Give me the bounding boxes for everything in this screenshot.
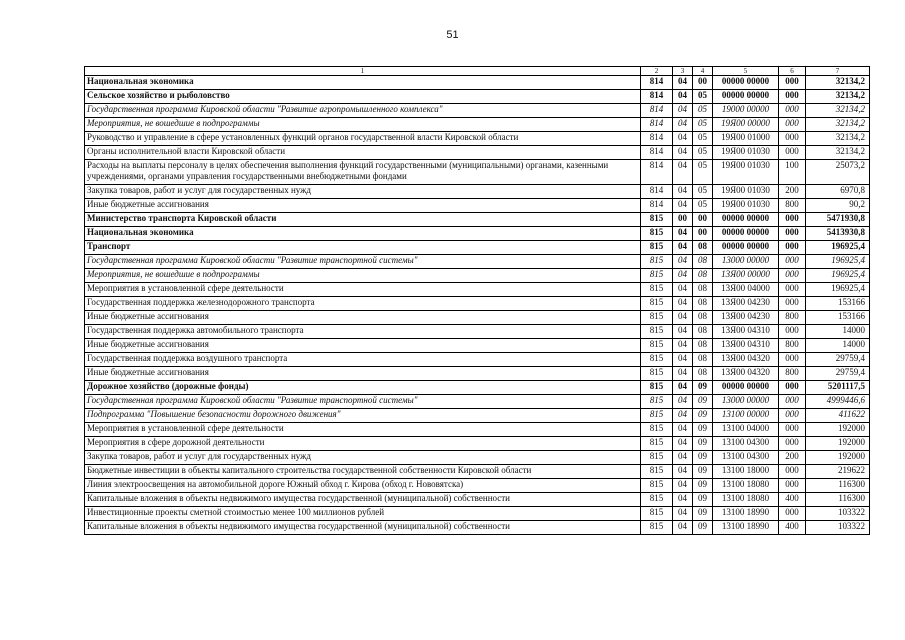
row-name-cell: Государственная программа Кировской области "Развитие транспортной системы" [85, 395, 641, 409]
table-row [85, 465, 870, 479]
row-code-cell: 815 [641, 437, 673, 451]
row-name-cell: Национальная экономика [85, 227, 641, 241]
row-name-cell: Закупка товаров, работ и услуг для государственных нужд [85, 185, 641, 199]
table-row [85, 381, 870, 395]
row-target-article-cell: 00000 00000 [713, 241, 779, 255]
row-name-cell: Мероприятия, не вошедшие в подпрограммы [85, 269, 641, 283]
row-subsection-cell: 05 [693, 199, 713, 213]
row-amount-cell: 32134,2 [806, 76, 870, 90]
row-target-article-cell: 13Я00 04320 [713, 353, 779, 367]
row-code-cell: 815 [641, 395, 673, 409]
budget-table [84, 66, 870, 535]
row-section-cell: 04 [673, 283, 693, 297]
table-row [85, 437, 870, 451]
table-row [85, 132, 870, 146]
row-code-cell: 814 [641, 199, 673, 213]
row-name-cell: Мероприятия, не вошедшие в подпрограммы [85, 118, 641, 132]
page-number: 51 [446, 29, 459, 41]
row-target-article-cell: 00000 00000 [713, 90, 779, 104]
row-code-cell: 815 [641, 381, 673, 395]
row-expense-type-cell: 000 [779, 409, 806, 423]
row-expense-type-cell: 000 [779, 132, 806, 146]
row-section-cell: 04 [673, 381, 693, 395]
row-name-cell: Министерство транспорта Кировской области [85, 213, 641, 227]
row-subsection-cell: 09 [693, 423, 713, 437]
row-amount-cell: 29759,4 [806, 367, 870, 381]
row-expense-type-cell: 000 [779, 507, 806, 521]
row-section-cell: 04 [673, 146, 693, 160]
row-section-cell: 04 [673, 409, 693, 423]
row-target-article-cell: 13000 00000 [713, 255, 779, 269]
row-section-cell: 04 [673, 325, 693, 339]
table-row [85, 311, 870, 325]
row-expense-type-cell: 000 [779, 213, 806, 227]
row-target-article-cell: 19Я00 01030 [713, 185, 779, 199]
row-section-cell: 04 [673, 479, 693, 493]
row-amount-cell: 192000 [806, 451, 870, 465]
row-code-cell: 815 [641, 311, 673, 325]
row-amount-cell: 116300 [806, 479, 870, 493]
row-name-cell: Иные бюджетные ассигнования [85, 339, 641, 353]
row-subsection-cell: 05 [693, 90, 713, 104]
row-name-cell: Иные бюджетные ассигнования [85, 367, 641, 381]
row-target-article-cell: 13100 00000 [713, 409, 779, 423]
row-amount-cell: 5413930,8 [806, 227, 870, 241]
row-expense-type-cell: 000 [779, 104, 806, 118]
row-expense-type-cell: 000 [779, 90, 806, 104]
row-code-cell: 815 [641, 269, 673, 283]
row-code-cell: 815 [641, 353, 673, 367]
row-subsection-cell: 08 [693, 255, 713, 269]
row-target-article-cell: 00000 00000 [713, 213, 779, 227]
row-target-article-cell: 19Я00 01030 [713, 199, 779, 213]
row-subsection-cell: 09 [693, 451, 713, 465]
row-target-article-cell: 13Я00 04230 [713, 311, 779, 325]
row-target-article-cell: 13100 04300 [713, 451, 779, 465]
row-section-cell: 04 [673, 465, 693, 479]
table-row [85, 160, 870, 185]
row-name-cell: Бюджетные инвестиции в объекты капитального строительства государственной собственности Кировской области [85, 465, 641, 479]
row-name-cell: Государственная программа Кировской области "Развитие транспортной системы" [85, 255, 641, 269]
row-code-cell: 814 [641, 104, 673, 118]
row-subsection-cell: 05 [693, 132, 713, 146]
row-amount-cell: 196925,4 [806, 255, 870, 269]
row-code-cell: 814 [641, 76, 673, 90]
row-amount-cell: 103322 [806, 521, 870, 535]
row-subsection-cell: 08 [693, 367, 713, 381]
row-subsection-cell: 05 [693, 118, 713, 132]
row-section-cell: 04 [673, 395, 693, 409]
row-subsection-cell: 00 [693, 76, 713, 90]
row-subsection-cell: 00 [693, 227, 713, 241]
row-name-cell: Сельское хозяйство и рыболовство [85, 90, 641, 104]
row-amount-cell: 14000 [806, 339, 870, 353]
row-amount-cell: 6970,8 [806, 185, 870, 199]
row-name-cell: Государственная программа Кировской области "Развитие агропромышленного комплекса" [85, 104, 641, 118]
row-section-cell: 04 [673, 118, 693, 132]
row-subsection-cell: 08 [693, 339, 713, 353]
row-expense-type-cell: 200 [779, 185, 806, 199]
row-expense-type-cell: 800 [779, 367, 806, 381]
row-section-cell: 04 [673, 255, 693, 269]
row-amount-cell: 5201117,5 [806, 381, 870, 395]
row-target-article-cell: 13100 18080 [713, 493, 779, 507]
row-name-cell: Государственная поддержка автомобильного транспорта [85, 325, 641, 339]
row-section-cell: 04 [673, 241, 693, 255]
row-expense-type-cell: 000 [779, 465, 806, 479]
row-expense-type-cell: 000 [779, 255, 806, 269]
row-target-article-cell: 13000 00000 [713, 395, 779, 409]
row-code-cell: 815 [641, 283, 673, 297]
row-target-article-cell: 19Я00 01030 [713, 146, 779, 160]
row-target-article-cell: 19Я00 00000 [713, 118, 779, 132]
row-section-cell: 00 [673, 213, 693, 227]
row-subsection-cell: 05 [693, 160, 713, 185]
row-section-cell: 04 [673, 437, 693, 451]
row-target-article-cell: 13100 18000 [713, 465, 779, 479]
table-row [85, 521, 870, 535]
row-code-cell: 815 [641, 325, 673, 339]
row-code-cell: 815 [641, 339, 673, 353]
table-row [85, 213, 870, 227]
row-section-cell: 04 [673, 311, 693, 325]
row-amount-cell: 219622 [806, 465, 870, 479]
table-row [85, 227, 870, 241]
table-row [85, 118, 870, 132]
row-target-article-cell: 13100 04000 [713, 423, 779, 437]
row-name-cell: Иные бюджетные ассигнования [85, 311, 641, 325]
row-subsection-cell: 09 [693, 521, 713, 535]
row-subsection-cell: 09 [693, 507, 713, 521]
row-amount-cell: 14000 [806, 325, 870, 339]
row-expense-type-cell: 000 [779, 118, 806, 132]
row-section-cell: 04 [673, 90, 693, 104]
table-row [85, 493, 870, 507]
row-code-cell: 815 [641, 297, 673, 311]
row-amount-cell: 5471930,8 [806, 213, 870, 227]
row-target-article-cell: 13Я00 00000 [713, 269, 779, 283]
row-code-cell: 815 [641, 367, 673, 381]
row-amount-cell: 32134,2 [806, 104, 870, 118]
row-section-cell: 04 [673, 269, 693, 283]
row-section-cell: 04 [673, 227, 693, 241]
row-code-cell: 815 [641, 493, 673, 507]
row-target-article-cell: 00000 00000 [713, 381, 779, 395]
table-row [85, 339, 870, 353]
row-expense-type-cell: 100 [779, 160, 806, 185]
row-section-cell: 04 [673, 104, 693, 118]
row-section-cell: 04 [673, 160, 693, 185]
row-section-cell: 04 [673, 507, 693, 521]
row-name-cell: Закупка товаров, работ и услуг для государственных нужд [85, 451, 641, 465]
row-target-article-cell: 19Я00 01000 [713, 132, 779, 146]
row-expense-type-cell: 000 [779, 325, 806, 339]
row-expense-type-cell: 200 [779, 451, 806, 465]
table-row [85, 199, 870, 213]
row-amount-cell: 196925,4 [806, 269, 870, 283]
row-expense-type-cell: 000 [779, 297, 806, 311]
row-name-cell: Расходы на выплаты персоналу в целях обеспечения выполнения функций государственными (муниципальными) органами, казенными учреждениями, органами управления государственными внебюджетными фондами [85, 160, 641, 185]
row-expense-type-cell: 000 [779, 227, 806, 241]
table-row [85, 353, 870, 367]
row-code-cell: 815 [641, 423, 673, 437]
table-row [85, 104, 870, 118]
row-section-cell: 04 [673, 76, 693, 90]
table-row [85, 90, 870, 104]
row-section-cell: 04 [673, 451, 693, 465]
row-code-cell: 815 [641, 409, 673, 423]
row-expense-type-cell: 000 [779, 423, 806, 437]
row-code-cell: 815 [641, 241, 673, 255]
row-expense-type-cell: 800 [779, 199, 806, 213]
row-amount-cell: 32134,2 [806, 132, 870, 146]
row-name-cell: Транспорт [85, 241, 641, 255]
table-row [85, 241, 870, 255]
row-name-cell: Капитальные вложения в объекты недвижимого имущества государственной (муниципальной) собственности [85, 493, 641, 507]
column-header: 7 [806, 67, 870, 76]
row-section-cell: 04 [673, 185, 693, 199]
row-subsection-cell: 09 [693, 479, 713, 493]
row-code-cell: 815 [641, 479, 673, 493]
column-header: 5 [713, 67, 779, 76]
column-header: 4 [693, 67, 713, 76]
table-row [85, 367, 870, 381]
row-name-cell: Мероприятия в сфере дорожной деятельности [85, 437, 641, 451]
row-section-cell: 04 [673, 493, 693, 507]
row-target-article-cell: 13100 18990 [713, 521, 779, 535]
budget-table-body [85, 67, 870, 535]
row-amount-cell: 32134,2 [806, 146, 870, 160]
row-amount-cell: 196925,4 [806, 241, 870, 255]
row-name-cell: Дорожное хозяйство (дорожные фонды) [85, 381, 641, 395]
row-name-cell: Инвестиционные проекты сметной стоимостью менее 100 миллионов рублей [85, 507, 641, 521]
row-name-cell: Линия электроосвещения на автомобильной дороге Южный обход г. Кирова (обход г. Нововятска) [85, 479, 641, 493]
row-amount-cell: 103322 [806, 507, 870, 521]
row-code-cell: 815 [641, 255, 673, 269]
row-section-cell: 04 [673, 367, 693, 381]
row-code-cell: 814 [641, 90, 673, 104]
row-subsection-cell: 05 [693, 185, 713, 199]
row-code-cell: 815 [641, 227, 673, 241]
row-subsection-cell: 05 [693, 146, 713, 160]
row-name-cell: Капитальные вложения в объекты недвижимого имущества государственной (муниципальной) собственности [85, 521, 641, 535]
table-row [85, 409, 870, 423]
row-section-cell: 04 [673, 297, 693, 311]
row-expense-type-cell: 000 [779, 283, 806, 297]
table-row [85, 185, 870, 199]
row-subsection-cell: 08 [693, 269, 713, 283]
row-target-article-cell: 13Я00 04000 [713, 283, 779, 297]
row-subsection-cell: 08 [693, 353, 713, 367]
row-target-article-cell: 13100 18990 [713, 507, 779, 521]
row-target-article-cell: 19Я00 01030 [713, 160, 779, 185]
table-row [85, 297, 870, 311]
table-row [85, 269, 870, 283]
row-subsection-cell: 08 [693, 311, 713, 325]
row-target-article-cell: 13Я00 04230 [713, 297, 779, 311]
column-header: 3 [673, 67, 693, 76]
row-subsection-cell: 05 [693, 104, 713, 118]
row-name-cell: Органы исполнительной власти Кировской области [85, 146, 641, 160]
table-row [85, 423, 870, 437]
table-row [85, 325, 870, 339]
row-subsection-cell: 09 [693, 409, 713, 423]
row-code-cell: 814 [641, 132, 673, 146]
column-header: 1 [85, 67, 641, 76]
row-expense-type-cell: 000 [779, 76, 806, 90]
row-section-cell: 04 [673, 199, 693, 213]
row-section-cell: 04 [673, 353, 693, 367]
row-expense-type-cell: 000 [779, 353, 806, 367]
row-target-article-cell: 13Я00 04320 [713, 367, 779, 381]
row-amount-cell: 153166 [806, 297, 870, 311]
row-expense-type-cell: 000 [779, 241, 806, 255]
row-amount-cell: 25073,2 [806, 160, 870, 185]
row-name-cell: Государственная поддержка железнодорожного транспорта [85, 297, 641, 311]
row-target-article-cell: 13Я00 04310 [713, 325, 779, 339]
table-row [85, 479, 870, 493]
row-code-cell: 814 [641, 146, 673, 160]
column-header: 6 [779, 67, 806, 76]
row-code-cell: 815 [641, 451, 673, 465]
row-expense-type-cell: 800 [779, 311, 806, 325]
table-row [85, 283, 870, 297]
row-section-cell: 04 [673, 339, 693, 353]
row-section-cell: 04 [673, 521, 693, 535]
row-name-cell: Мероприятия в установленной сфере деятельности [85, 283, 641, 297]
column-header: 2 [641, 67, 673, 76]
table-row [85, 451, 870, 465]
row-target-article-cell: 19000 00000 [713, 104, 779, 118]
row-name-cell: Иные бюджетные ассигнования [85, 199, 641, 213]
row-subsection-cell: 09 [693, 493, 713, 507]
row-amount-cell: 192000 [806, 423, 870, 437]
row-code-cell: 815 [641, 521, 673, 535]
row-target-article-cell: 00000 00000 [713, 227, 779, 241]
row-expense-type-cell: 000 [779, 269, 806, 283]
row-amount-cell: 29759,4 [806, 353, 870, 367]
row-amount-cell: 196925,4 [806, 283, 870, 297]
table-row [85, 395, 870, 409]
row-name-cell: Национальная экономика [85, 76, 641, 90]
row-code-cell: 814 [641, 185, 673, 199]
row-name-cell: Руководство и управление в сфере установленных функций органов государственной власти Кировской области [85, 132, 641, 146]
row-expense-type-cell: 000 [779, 381, 806, 395]
table-row [85, 507, 870, 521]
table-row [85, 255, 870, 269]
row-name-cell: Подпрограмма "Повышение безопасности дорожного движения" [85, 409, 641, 423]
row-expense-type-cell: 400 [779, 493, 806, 507]
row-subsection-cell: 09 [693, 437, 713, 451]
row-section-cell: 04 [673, 132, 693, 146]
row-amount-cell: 192000 [806, 437, 870, 451]
row-target-article-cell: 13100 04300 [713, 437, 779, 451]
row-amount-cell: 32134,2 [806, 90, 870, 104]
table-row [85, 146, 870, 160]
row-code-cell: 814 [641, 118, 673, 132]
row-subsection-cell: 09 [693, 465, 713, 479]
row-amount-cell: 411622 [806, 409, 870, 423]
row-name-cell: Мероприятия в установленной сфере деятельности [85, 423, 641, 437]
row-target-article-cell: 00000 00000 [713, 76, 779, 90]
row-amount-cell: 90,2 [806, 199, 870, 213]
row-target-article-cell: 13Я00 04310 [713, 339, 779, 353]
row-subsection-cell: 08 [693, 283, 713, 297]
row-subsection-cell: 09 [693, 395, 713, 409]
table-header-row [85, 67, 870, 76]
row-section-cell: 04 [673, 423, 693, 437]
row-subsection-cell: 08 [693, 241, 713, 255]
row-code-cell: 815 [641, 213, 673, 227]
row-target-article-cell: 13100 18080 [713, 479, 779, 493]
row-amount-cell: 116300 [806, 493, 870, 507]
row-expense-type-cell: 400 [779, 521, 806, 535]
row-expense-type-cell: 000 [779, 479, 806, 493]
row-subsection-cell: 08 [693, 325, 713, 339]
row-code-cell: 815 [641, 507, 673, 521]
table-row [85, 76, 870, 90]
row-subsection-cell: 00 [693, 213, 713, 227]
row-expense-type-cell: 000 [779, 437, 806, 451]
row-subsection-cell: 08 [693, 297, 713, 311]
row-code-cell: 815 [641, 465, 673, 479]
row-amount-cell: 32134,2 [806, 118, 870, 132]
row-amount-cell: 4999446,6 [806, 395, 870, 409]
row-expense-type-cell: 800 [779, 339, 806, 353]
row-expense-type-cell: 000 [779, 146, 806, 160]
row-amount-cell: 153166 [806, 311, 870, 325]
row-name-cell: Государственная поддержка воздушного транспорта [85, 353, 641, 367]
row-subsection-cell: 09 [693, 381, 713, 395]
row-expense-type-cell: 000 [779, 395, 806, 409]
row-code-cell: 814 [641, 160, 673, 185]
